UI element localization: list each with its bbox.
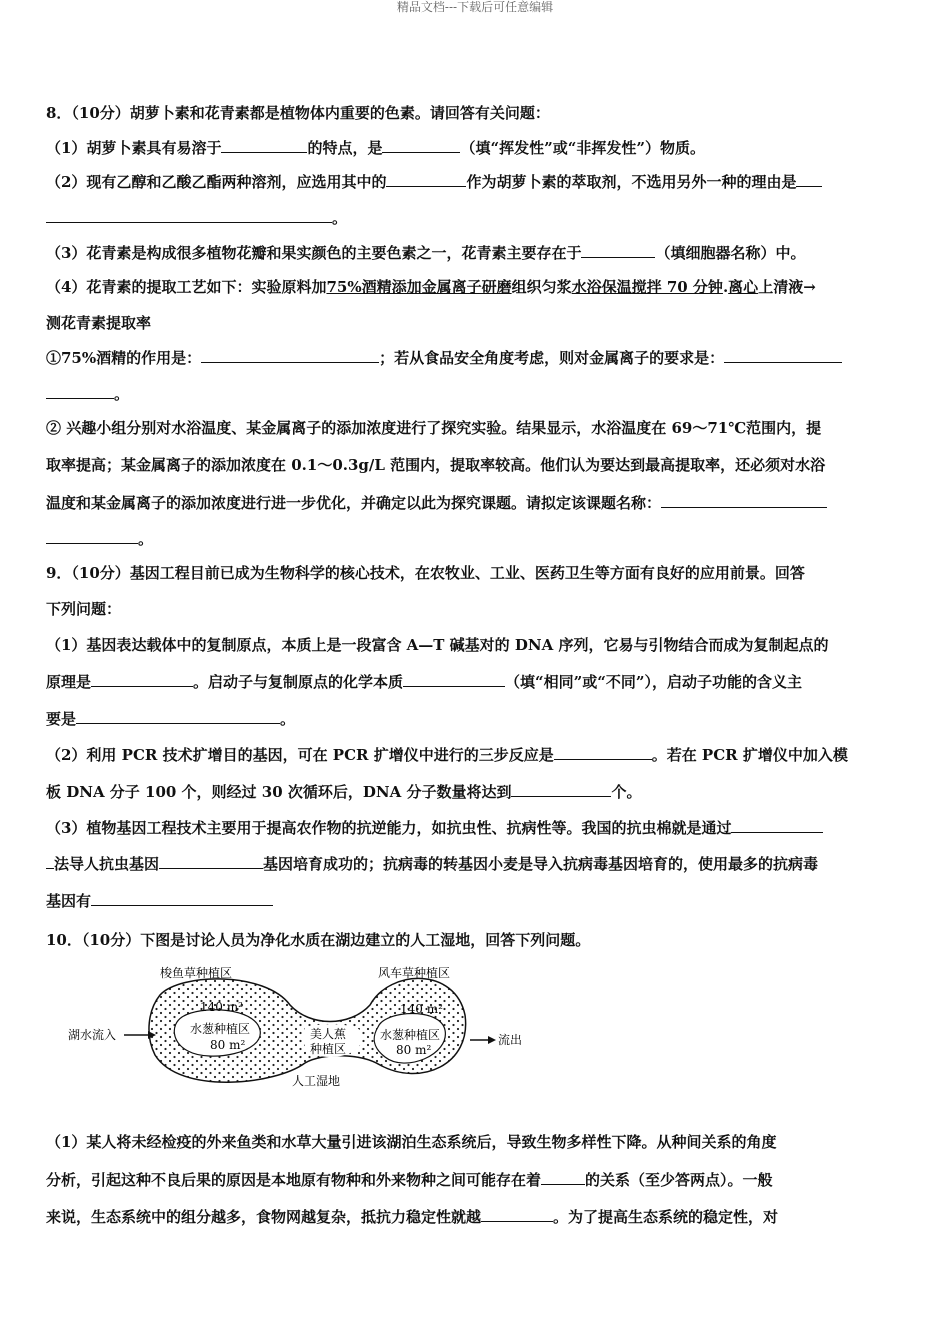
q9-part1-text-e: 要是: [46, 710, 77, 728]
q9-title-continued: 下列问题：: [46, 600, 122, 618]
right-zone-label: 风车草种植区: [378, 966, 451, 980]
q10-title: 10．（10分）下图是讨论人员为净化水质在湖边建立的人工湿地，回答下列问题。: [46, 931, 591, 949]
q8-part2: [46, 171, 822, 192]
answer-blank[interactable]: [46, 853, 54, 869]
q9-part1-text-d: （填“相同”或“不同”），启动子功能的含义主: [505, 673, 803, 691]
q8-sub2-line3: [46, 492, 827, 513]
answer-blank[interactable]: [581, 242, 655, 258]
q8-part4-underlined-1: 75%酒精添加金属离子研磨: [326, 278, 512, 296]
q8-part3-text-a: （3）花青素是构成很多植物花瓣和果实颜色的主要色素之一，花青素主要存在于: [46, 244, 582, 262]
q10-part1-line1: （1）某人将未经检疫的外来鱼类和水草大量引进该湖泊生态系统后，导致生物多样性下降。从种间关系的角度: [46, 1133, 777, 1151]
inflow-label: 湖水流入: [68, 1028, 117, 1042]
q9-title: 9．（10分）基因工程目前已成为生物科学的核心技术，在农牧业、工业、医药卫生等方面有良好的应用前景。回答: [46, 564, 805, 582]
q8-part4-text-a: （4）花青素的提取工艺如下：实验原料加: [46, 278, 327, 296]
answer-blank[interactable]: [76, 708, 280, 724]
q9-part1-line2: [46, 671, 802, 692]
q8-part4-text-c: .: [722, 278, 729, 296]
q8-sub1-text-c: 。: [114, 385, 130, 403]
q8-part3: [46, 242, 805, 263]
answer-blank[interactable]: [46, 383, 114, 399]
q8-sub1: [46, 347, 842, 368]
q8-part2-text-b: 作为胡萝卜素的萃取剂，不选用另外一种的理由是: [466, 173, 797, 191]
answer-blank[interactable]: [724, 347, 842, 363]
q10-part1-line2: [46, 1169, 773, 1190]
figure-caption: 人工湿地: [292, 1074, 341, 1088]
q10-part1-text-d: 来说，生态系统中的组分越多，食物网越复杂，抵抗力稳定性就越: [46, 1208, 482, 1226]
q8-title: 8．（10分）胡萝卜素和花青素都是植物体内重要的色素。请回答有关问题：: [46, 104, 550, 122]
page-header: 精品文档---下载后可任意编辑: [396, 0, 554, 14]
q8-sub2-line1: ② 兴趣小组分别对水浴温度、某金属离子的添加浓度进行了探究实验。结果显示，水浴温度在 69～71℃范围内，提: [46, 419, 822, 437]
q10-part1-text-c: 的关系（至少答两点）。一般: [585, 1171, 773, 1189]
right-inner-name: 水葱种植区: [380, 1028, 441, 1042]
answer-blank[interactable]: [731, 817, 823, 833]
answer-blank[interactable]: [91, 671, 193, 687]
q10-part1-text-e: 。为了提高生态系统的稳定性，对: [553, 1208, 779, 1226]
q8-sub1-text-b: ；若从食品安全角度考虑，则对金属离子的要求是：: [379, 349, 725, 367]
q9-part3-line3: [46, 890, 273, 911]
q9-part3-text-c: 基因培育成功的；抗病毒的转基因小麦是导入抗病毒基因培育的，使用最多的抗病毒: [263, 855, 819, 873]
q9-part2-text-d: 个。: [611, 783, 642, 801]
answer-blank[interactable]: [221, 137, 307, 153]
answer-blank[interactable]: [541, 1169, 585, 1185]
q8-part1: [46, 137, 705, 158]
q8-sub1-text-a: ①75%酒精的作用是：: [46, 349, 202, 367]
answer-blank[interactable]: [511, 781, 611, 797]
answer-blank[interactable]: [159, 853, 263, 869]
q8-sub2-text-d: 。: [138, 530, 154, 548]
answer-blank[interactable]: [661, 492, 827, 508]
q9-part3-text-a: （3）植物基因工程技术主要用于提高农作物的抗逆能力，如抗虫性、抗病性等。我国的抗虫棉就是通过: [46, 819, 732, 837]
answer-blank[interactable]: [554, 744, 652, 760]
middle-zone-line2: 种植区: [310, 1042, 347, 1056]
q8-part4-text-d: 上清液→: [758, 278, 816, 296]
q9-part3-line2: [46, 853, 818, 874]
q8-part4-text-b: 组织匀浆: [511, 278, 572, 296]
q8-part4-continued: 测花青素提取率: [46, 314, 152, 332]
right-inner-area: 80 m²: [396, 1043, 432, 1057]
q9-part1-text-c: 。启动子与复制原点的化学本质: [193, 673, 404, 691]
answer-blank[interactable]: [46, 207, 332, 223]
q9-part1-text-b: 原理是: [46, 673, 92, 691]
answer-blank[interactable]: [201, 347, 379, 363]
q10-part1-text-b: 分析，引起这种不良后果的原因是本地原有物种和外来物种之间可能存在着: [46, 1171, 542, 1189]
q9-part2-line1: [46, 744, 848, 765]
q8-sub2-line2: 取率提高；某金属离子的添加浓度在 0.1～0.3g/L 范围内，提取率较高。他们认为要达到最高提取率，还必须对水浴: [46, 456, 826, 474]
outflow-label: 流出: [498, 1033, 523, 1047]
q9-part3-line1: [46, 817, 823, 838]
q9-part1-line1: （1）基因表达载体中的复制原点，本质上是一段富含 A—T 碱基对的 DNA 序列，它易与引物结合而成为复制起点的: [46, 636, 829, 654]
q8-part4: [46, 277, 816, 297]
q9-part3-text-d: 基因有: [46, 892, 92, 910]
q8-part2-text-a: （2）现有乙醇和乙酸乙酯两种溶剂，应选用其中的: [46, 173, 387, 191]
q8-sub1-continued: [46, 383, 129, 404]
left-inner-area: 80 m²: [210, 1038, 246, 1052]
q8-sub2-text-c: 温度和某金属离子的添加浓度进行进一步优化，并确定以此为探究课题。请拟定该课题名称：: [46, 494, 662, 512]
q8-part1-text-c: （填“挥发性”或“非挥发性”）物质。: [460, 139, 705, 157]
wetland-diagram: [60, 955, 580, 1105]
q8-part4-underlined-2: 水浴保温搅拌 70 分钟: [571, 278, 723, 296]
q9-part2-line2: [46, 781, 641, 802]
answer-blank[interactable]: [382, 137, 460, 153]
q8-part2-text-c: 。: [332, 209, 348, 227]
q8-part4-underlined-3: 离心: [728, 278, 759, 296]
answer-blank[interactable]: [403, 671, 505, 687]
answer-blank[interactable]: [386, 171, 466, 187]
q9-part1-text-f: 。: [280, 710, 296, 728]
q8-part1-text-a: （1）胡萝卜素具有易溶于: [46, 139, 222, 157]
q10-part1-line3: [46, 1206, 778, 1227]
q9-part1-line3: [46, 708, 295, 729]
left-outer-area: 140 m²: [200, 1000, 243, 1014]
middle-zone-line1: 美人蕉: [310, 1027, 347, 1041]
left-zone-label: 梭鱼草种植区: [160, 966, 233, 980]
answer-blank[interactable]: [46, 528, 138, 544]
answer-blank[interactable]: [481, 1206, 553, 1222]
q9-part2-text-c: 板 DNA 分子 100 个，则经过 30 次循环后，DNA 分子数量将达到: [46, 783, 512, 801]
q9-part3-text-b: 法导人抗虫基因: [54, 855, 160, 873]
q8-sub2-line4: [46, 528, 153, 549]
answer-blank[interactable]: [796, 171, 822, 187]
q9-part2-text-b: 。若在 PCR 扩增仪中加入模: [651, 746, 848, 764]
left-inner-name: 水葱种植区: [190, 1022, 251, 1036]
q8-part1-text-b: 的特点，是: [307, 139, 383, 157]
answer-blank[interactable]: [91, 890, 273, 906]
outflow-arrowhead: [488, 1036, 496, 1044]
right-outer-area: 140 m²: [400, 1002, 443, 1016]
q8-part2-continued: [46, 207, 347, 228]
q8-part3-text-b: （填细胞器名称）中。: [655, 244, 806, 262]
q9-part2-text-a: （2）利用 PCR 技术扩增目的基因，可在 PCR 扩增仪中进行的三步反应是: [46, 746, 554, 764]
